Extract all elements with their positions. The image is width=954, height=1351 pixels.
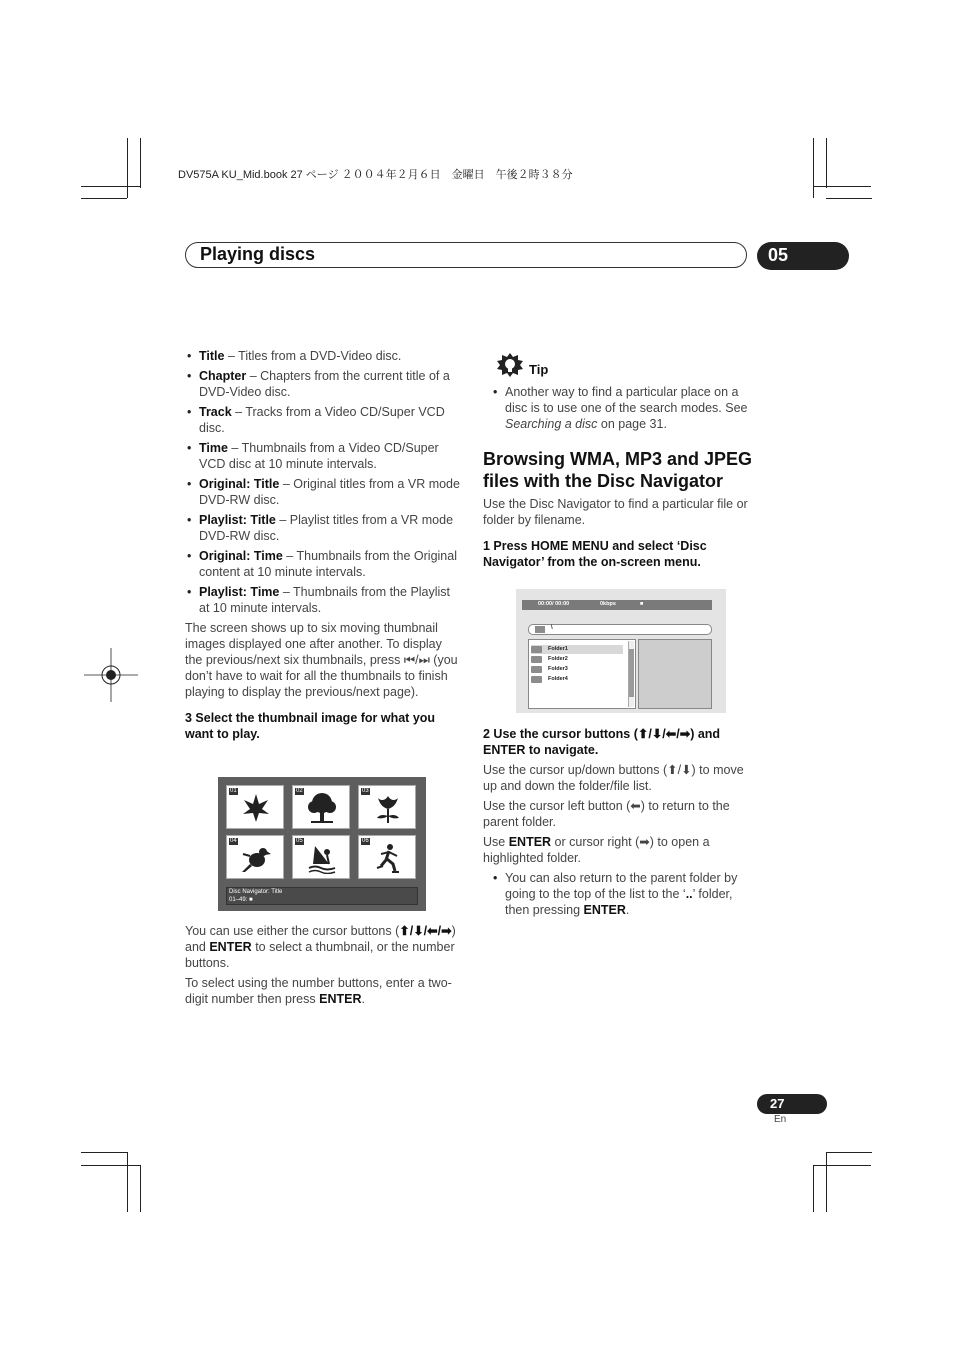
step-1: 1 Press HOME MENU and select ‘Disc Navigator’ from the on-screen menu.: [483, 539, 707, 569]
crop-mark: [826, 1152, 872, 1153]
list-item: • Playlist: Title – Playlist titles from a VR mode DVD-RW disc.: [185, 512, 460, 544]
skater-icon: [373, 842, 403, 874]
thumbnail[interactable]: 02: [292, 785, 350, 829]
right-column-bottom: [483, 726, 758, 922]
list-item[interactable]: Folder3: [531, 665, 623, 674]
crop-mark: [140, 138, 141, 188]
list-item: • Playlist: Time – Thumbnails from the Playlist at 10 minute intervals.: [185, 584, 460, 616]
crop-mark: [81, 198, 127, 199]
folder-icon: [535, 626, 545, 633]
crop-mark: [81, 186, 141, 187]
crop-mark: [813, 1165, 814, 1212]
list-item: • Track – Tracks from a Video CD/Super VCD disc.: [185, 404, 460, 436]
thumbnail[interactable]: 04: [226, 835, 284, 879]
section-heading: Browsing WMA, MP3 and JPEG files with the Disc Navigator: [483, 449, 753, 491]
left-column-bottom: [185, 923, 460, 1011]
crop-mark: [826, 1152, 827, 1212]
cursor-paragraph: You can use either the cursor buttons (⬆/⬇/⬅/➡) and ENTER to select a thumbnail, or the number buttons.: [185, 924, 456, 970]
crop-mark: [127, 1152, 128, 1212]
section-title: Playing discs: [200, 244, 316, 264]
crop-mark: [81, 1152, 127, 1153]
crop-mark: [813, 186, 871, 187]
status-bar: 00:00/ 00:00 0kbps ■: [522, 600, 712, 610]
page-number-badge: [757, 1094, 827, 1114]
crop-mark: [826, 198, 872, 199]
windsurfer-icon: [307, 842, 337, 874]
list-item[interactable]: Folder2: [531, 655, 623, 664]
crop-mark: [826, 138, 827, 188]
crop-mark: [81, 1165, 141, 1166]
folder-icon: [531, 666, 542, 673]
folder-list: [528, 639, 636, 709]
thumbnail-screen: [218, 777, 426, 911]
right-column: [483, 384, 758, 574]
tree-icon: [307, 792, 337, 824]
crop-mark: [127, 138, 128, 198]
scrollbar[interactable]: [628, 641, 634, 707]
step-3: 3 Select the thumbnail image for what you want to play.: [185, 711, 436, 741]
parent-folder-bullet: • You can also return to the parent folder by going to the top of the list to the ‘..’ folder, then pressing ENTER.: [491, 870, 758, 918]
thumbnail[interactable]: 03: [358, 785, 416, 829]
folder-icon: [531, 656, 542, 663]
section-header: [185, 242, 747, 268]
preview-pane: [638, 639, 712, 709]
disc-navigator-label: Disc Navigator: Title 01–49: ■: [226, 887, 418, 905]
page-language: En: [774, 1114, 787, 1125]
path-bar: \: [528, 624, 712, 635]
folder-icon: [531, 646, 542, 653]
number-paragraph: To select using the number buttons, enter a two-digit number then press ENTER.: [185, 976, 452, 1006]
chapter-number: 05: [768, 245, 789, 265]
intro-paragraph: Use the Disc Navigator to find a particular file or folder by filename.: [483, 497, 748, 527]
thumbnail[interactable]: 06: [358, 835, 416, 879]
file-info: DV575A KU_Mid.book 27 ページ ２００４年２月６日 金曜日 午後２時３８分: [178, 169, 573, 181]
toucan-icon: [241, 842, 271, 874]
tip-text: • Another way to find a particular place on a disc is to use one of the search modes. See Searching a disc on page 31.: [491, 384, 758, 432]
screen-paragraph: The screen shows up to six moving thumbnail images displayed one after another. To display the previous/next six thumbnails, press ⏮/⏭ (you don’t have to wait for all the thumbnails to finish playing to display the previous/next page).: [185, 621, 458, 699]
tip-lightbulb-icon: [495, 352, 525, 382]
step-2: 2 Use the cursor buttons (⬆/⬇/⬅/➡) and ENTER to navigate.: [483, 727, 721, 757]
chapter-badge: [757, 242, 849, 270]
list-item[interactable]: Folder4: [531, 675, 623, 684]
list-item: • Chapter – Chapters from the current title of a DVD-Video disc.: [185, 368, 460, 400]
crop-mark: [813, 138, 814, 198]
disc-navigator-screen: [516, 589, 726, 713]
left-column: [185, 348, 460, 746]
enter-paragraph: Use ENTER or cursor right (➡) to open a highlighted folder.: [483, 835, 710, 865]
list-item: • Original: Title – Original titles from a VR mode DVD-RW disc.: [185, 476, 460, 508]
stop-icon: ■: [640, 601, 644, 607]
thumbnail[interactable]: 05: [292, 835, 350, 879]
crop-mark: [140, 1165, 141, 1212]
registration-mark-icon: [84, 648, 138, 702]
tip-label: Tip: [529, 362, 549, 377]
thumbnail[interactable]: 01: [226, 785, 284, 829]
flower-icon: [373, 792, 403, 824]
left-paragraph: Use the cursor left button (⬅) to return to the parent folder.: [483, 799, 730, 829]
folder-icon: [531, 676, 542, 683]
leaf-icon: [241, 792, 271, 824]
list-item: • Original: Time – Thumbnails from the Original content at 10 minute intervals.: [185, 548, 460, 580]
list-item: • Time – Thumbnails from a Video CD/Super VCD disc at 10 minute intervals.: [185, 440, 460, 472]
list-item[interactable]: Folder1: [531, 645, 623, 654]
updown-paragraph: Use the cursor up/down buttons (⬆/⬇) to move up and down the folder/file list.: [483, 763, 744, 793]
list-item: • Title – Titles from a DVD-Video disc.: [185, 348, 460, 364]
crop-mark: [813, 1165, 871, 1166]
page-number: 27: [770, 1096, 785, 1111]
